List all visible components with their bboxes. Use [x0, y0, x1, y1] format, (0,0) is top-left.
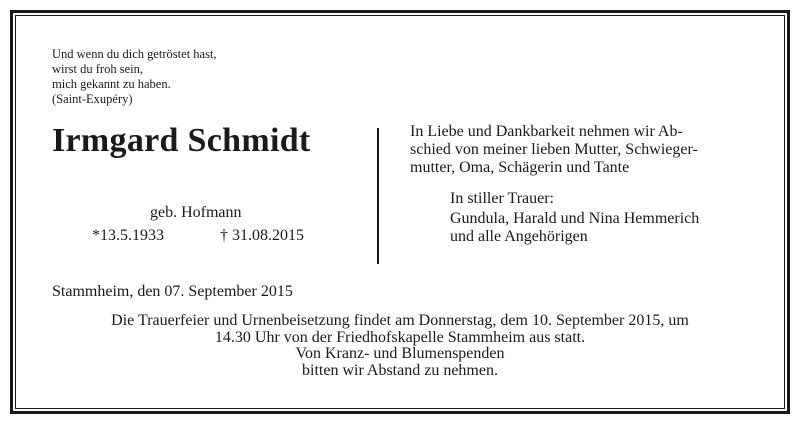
death-date: † 31.08.2015	[220, 227, 304, 244]
motto-quote	[52, 47, 217, 107]
tribute-line: mutter, Oma, Schägerin und Tante	[410, 159, 630, 176]
motto-line: mich gekannt zu haben.	[52, 77, 171, 91]
tribute-line: In Liebe und Dankbarkeit nehmen wir Ab-	[410, 123, 683, 140]
motto-line: wirst du froh sein,	[52, 62, 143, 76]
tribute-text	[410, 123, 698, 177]
place-and-date: Stammheim, den 07. September 2015	[52, 283, 293, 300]
funeral-line: Von Kranz- und Blumenspenden	[295, 345, 505, 362]
maiden-name: geb. Hofmann	[150, 204, 242, 221]
mourners-line: und alle Angehörigen	[450, 228, 588, 245]
motto-author: (Saint-Exupéry)	[52, 92, 133, 106]
funeral-line: bitten wir Abstand zu nehmen.	[302, 361, 498, 379]
tribute-line: schied von meiner lieben Mutter, Schwieger-	[410, 141, 698, 158]
motto-line: Und wenn du dich getröstet hast,	[52, 47, 217, 61]
mourners-list	[450, 210, 699, 246]
vertical-divider	[377, 128, 379, 264]
mourning-heading: In stiller Trauer:	[450, 190, 554, 207]
funeral-line: Die Trauerfeier und Urnenbeisetzung findet am Donnerstag, dem 10. September 2015, um	[111, 312, 689, 329]
deceased-name: Irmgard Schmidt	[52, 122, 311, 159]
mourners-line: Gundula, Harald und Nina Hemmerich	[450, 210, 700, 227]
birth-date: *13.5.1933	[92, 227, 164, 244]
funeral-notice	[40, 313, 760, 379]
funeral-line: 14.30 Uhr von der Friedhofskapelle Stammheim aus statt.	[214, 328, 586, 346]
